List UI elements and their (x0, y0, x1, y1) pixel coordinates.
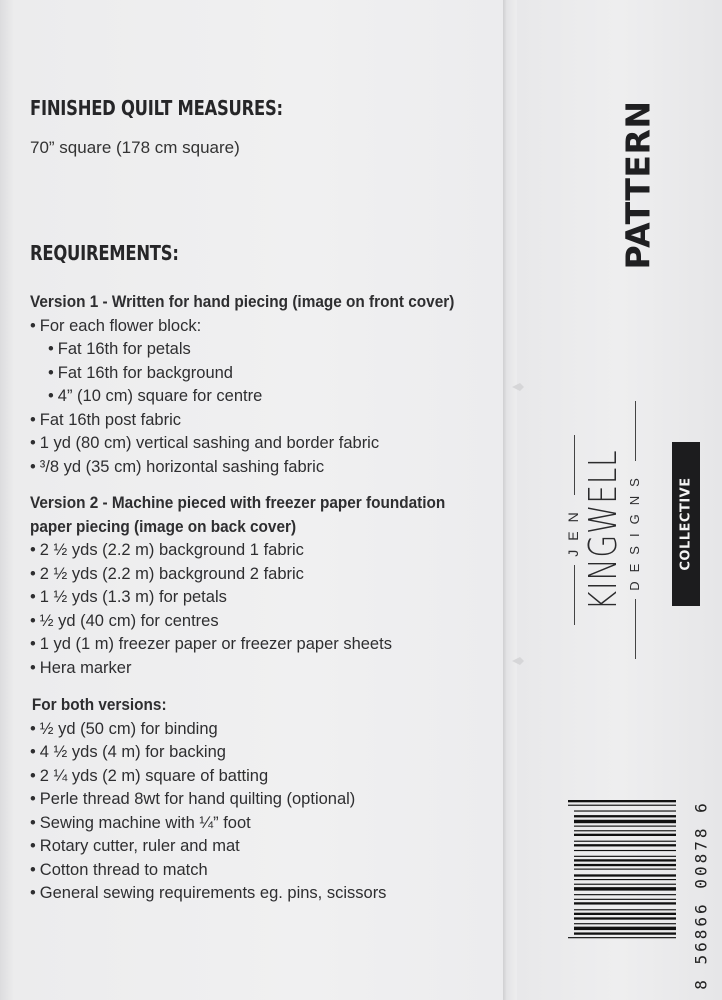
barcode (568, 800, 676, 980)
barcode-bar (568, 800, 676, 802)
requirements-heading: REQUIREMENTS: (30, 241, 179, 265)
barcode-bar (574, 810, 676, 811)
brand-logo (565, 355, 645, 705)
list-item-text: 1 yd (80 cm) vertical sashing and border fabric (39, 434, 380, 452)
version2-section (30, 492, 477, 680)
list-item (30, 338, 486, 362)
barcode-bar (568, 937, 676, 938)
barcode-bar (574, 841, 676, 842)
bullet-icon: • (30, 860, 36, 879)
list-item-text: Fat 16th for petals (57, 340, 191, 358)
list-item (30, 362, 486, 386)
list-item (30, 315, 486, 339)
bullet-icon: • (30, 658, 36, 677)
bullet-icon: • (30, 635, 36, 653)
box-fold-edge (503, 0, 517, 1000)
both-versions-section (30, 694, 386, 906)
bullet-icon: • (30, 434, 36, 452)
barcode-bar (574, 932, 676, 934)
list-item (30, 741, 386, 765)
list-item-text: For each flower block: (39, 316, 202, 335)
finished-measure: 70” square (178 cm square) (30, 138, 240, 157)
bullet-icon: • (30, 790, 36, 808)
list-item (30, 539, 477, 563)
barcode-bar (574, 844, 676, 846)
barcode-bar (574, 927, 676, 930)
list-item-text: 2 ¼ yds (2 m) square of batting (39, 766, 269, 785)
bullet-icon: • (30, 766, 36, 785)
bullet-icon: • (30, 743, 36, 761)
list-item (30, 882, 386, 906)
barcode-bar (574, 879, 676, 880)
list-item (30, 835, 386, 859)
list-item-text: Sewing machine with ¼” foot (39, 813, 251, 832)
fold-notch (512, 652, 524, 660)
logo-surname: KINGWELL (581, 449, 625, 611)
barcode-bar (574, 923, 676, 924)
both-versions-list (30, 718, 386, 906)
list-item-text: 4 ½ yds (4 m) for backing (39, 743, 226, 761)
bullet-icon: • (48, 387, 54, 405)
collective-badge (672, 442, 700, 606)
list-item (30, 456, 486, 480)
list-item-text: 1 yd (1 m) freezer paper or freezer paper sheets (39, 635, 392, 653)
list-item-text: Fat 16th post fabric (39, 410, 182, 429)
bullet-icon: • (30, 541, 36, 559)
list-item (30, 409, 486, 433)
bullet-icon: • (30, 316, 36, 335)
list-item-text: Rotary cutter, ruler and mat (39, 837, 240, 855)
barcode-bar (574, 884, 676, 885)
version1-list (30, 315, 486, 480)
barcode-bar (574, 859, 676, 861)
list-item-text: 1 ½ yds (1.3 m) for petals (39, 588, 227, 606)
bullet-icon: • (30, 813, 36, 832)
bullet-icon: • (30, 410, 36, 429)
barcode-bar (574, 874, 676, 876)
version1-section (30, 291, 486, 479)
list-item-text: Perle thread 8wt for hand quilting (optional) (39, 790, 356, 808)
version1-title: Version 1 - Written for hand piecing (image on front cover) (30, 293, 455, 311)
barcode-bar (574, 864, 676, 866)
logo-first-name: JEN (565, 355, 581, 705)
barcode-bar (574, 834, 676, 836)
list-item-text: General sewing requirements eg. pins, scissors (39, 884, 387, 902)
barcode-bar (574, 869, 676, 870)
version2-title-line1: Version 2 - Machine pieced with freezer paper foundation (30, 494, 446, 512)
list-item (30, 633, 477, 657)
bullet-icon: • (30, 884, 36, 902)
barcode-bar (574, 830, 676, 831)
list-item (30, 788, 386, 812)
barcode-bar (574, 820, 676, 823)
barcode-bar (574, 913, 676, 915)
barcode-bar (568, 805, 676, 806)
barcode-bar (574, 917, 676, 919)
list-item-text: Hera marker (39, 658, 132, 677)
list-item (30, 718, 386, 742)
collective-label: COLLECTIVE (678, 477, 694, 571)
list-item-text: ½ yd (50 cm) for binding (39, 719, 218, 738)
list-item-text: 2 ½ yds (2.2 m) background 2 fabric (39, 564, 304, 583)
logo-designs: DESIGNS (627, 355, 642, 705)
list-item-text: Cotton thread to match (39, 860, 208, 879)
list-item (30, 657, 477, 681)
finished-heading: FINISHED QUILT MEASURES: (30, 96, 283, 120)
list-item (30, 432, 486, 456)
barcode-bar (574, 909, 676, 910)
list-item (30, 385, 486, 409)
list-item-text: 4” (10 cm) square for centre (57, 387, 263, 405)
list-item (30, 610, 477, 634)
bullet-icon: • (48, 363, 54, 382)
bullet-icon: • (30, 588, 36, 606)
pattern-label: PATTERN (618, 100, 658, 270)
list-item (30, 765, 386, 789)
barcode-bar (574, 902, 676, 904)
bullet-icon: • (30, 719, 36, 738)
version2-title-line2: paper piecing (image on back cover) (30, 517, 297, 536)
bullet-icon: • (30, 837, 36, 855)
bullet-icon: • (30, 611, 36, 630)
list-item (30, 563, 477, 587)
both-versions-title: For both versions: (31, 696, 167, 714)
list-item (30, 812, 386, 836)
list-item (30, 859, 386, 883)
list-item-text: ³/8 yd (35 cm) horizontal sashing fabric (39, 457, 325, 476)
list-item-text: ½ yd (40 cm) for centres (39, 611, 219, 630)
barcode-number: 8 56866 00878 6 (691, 800, 711, 990)
barcode-bar (574, 856, 676, 857)
list-item-text: 2 ½ yds (2.2 m) background 1 fabric (39, 541, 304, 559)
barcode-bar (574, 887, 676, 890)
bullet-icon: • (30, 564, 36, 583)
bullet-icon: • (30, 457, 36, 476)
barcode-bar (574, 899, 676, 900)
barcode-bar (574, 894, 676, 895)
barcode-bar (574, 815, 676, 817)
list-item-text: Fat 16th for background (57, 363, 233, 382)
list-item (30, 586, 477, 610)
fold-notch (512, 378, 524, 386)
version2-list (30, 539, 477, 680)
barcode-bar (574, 826, 676, 827)
barcode-bar (574, 850, 676, 851)
bullet-icon: • (48, 340, 54, 358)
